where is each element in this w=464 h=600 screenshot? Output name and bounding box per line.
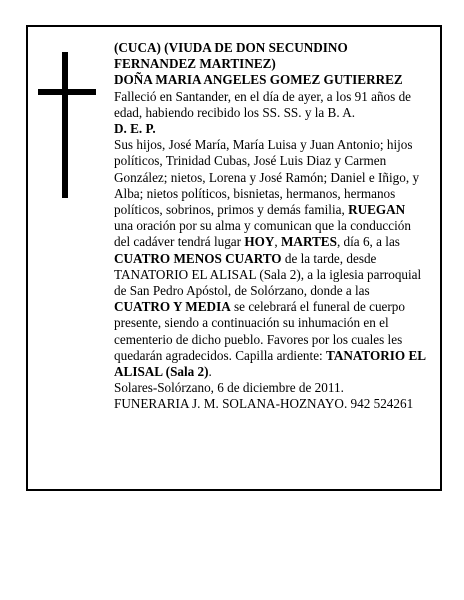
martes-word: MARTES bbox=[280, 234, 337, 250]
rip-line: D. E. P. bbox=[114, 121, 156, 137]
death-paragraph: Falleció en Santander, en el día de ayer, a los 91 años de edad, habiendo recibido los SS. SS. y la B. A. bbox=[114, 88, 412, 120]
chapel-name: TANATORIO EL ALISAL (Sala 2) bbox=[114, 347, 426, 380]
family-paragraph bbox=[114, 137, 426, 380]
ruegan-word: RUEGAN bbox=[348, 202, 406, 218]
funeral-time: CUATRO Y MEDIA bbox=[114, 299, 231, 315]
cross-icon bbox=[38, 52, 96, 198]
comma-separator: , bbox=[274, 234, 281, 250]
funeral-home: FUNERARIA J. M. SOLANA-HOZNAYO. 942 524261 bbox=[114, 396, 414, 412]
chapel-end: . bbox=[208, 364, 212, 380]
funeral-text: se celebrará el funeral de cuerpo presente, siendo a continuación su inhumación en el cementerio de dicho pueblo. Favores por los cuales les quedarán agradecidos. Capilla ardiente: bbox=[114, 299, 405, 363]
route-text: de la tarde, desde TANATORIO EL ALISAL (Sala 2), a la iglesia parroquial de San Pedro Apóstol, de Solórzano, donde a las bbox=[114, 250, 422, 299]
obituary-text bbox=[114, 40, 426, 413]
place-date: Solares-Solórzano, 6 de diciembre de 2011. bbox=[114, 380, 344, 396]
alias-line: (CUCA) (VIUDA DE DON SECUNDINO FERNANDEZ MARTINEZ) bbox=[114, 40, 348, 72]
family-text: Sus hijos, José María, María Luisa y Juan Antonio; hijos políticos, Trinidad Cubas, José Luis Diaz y Carmen González; nietos, Lorena y José Ramón; Daniel e Iñigo, y Alba; nietos políticos, bisnietas, hermanos, hermanos políticos, sobrinos, primos y demás familia, bbox=[114, 137, 420, 218]
hoy-word: HOY bbox=[244, 234, 275, 250]
cross-vertical-bar bbox=[62, 52, 68, 198]
conduction-time: CUATRO MENOS CUARTO bbox=[114, 250, 282, 266]
request-text: una oración por su alma y comunican que la conducción del cadáver tendrá lugar bbox=[114, 218, 411, 250]
cross-horizontal-bar bbox=[38, 89, 96, 95]
deceased-name: DOÑA MARIA ANGELES GOMEZ GUTIERREZ bbox=[114, 72, 403, 88]
date-text: , día 6, a las bbox=[336, 234, 400, 250]
